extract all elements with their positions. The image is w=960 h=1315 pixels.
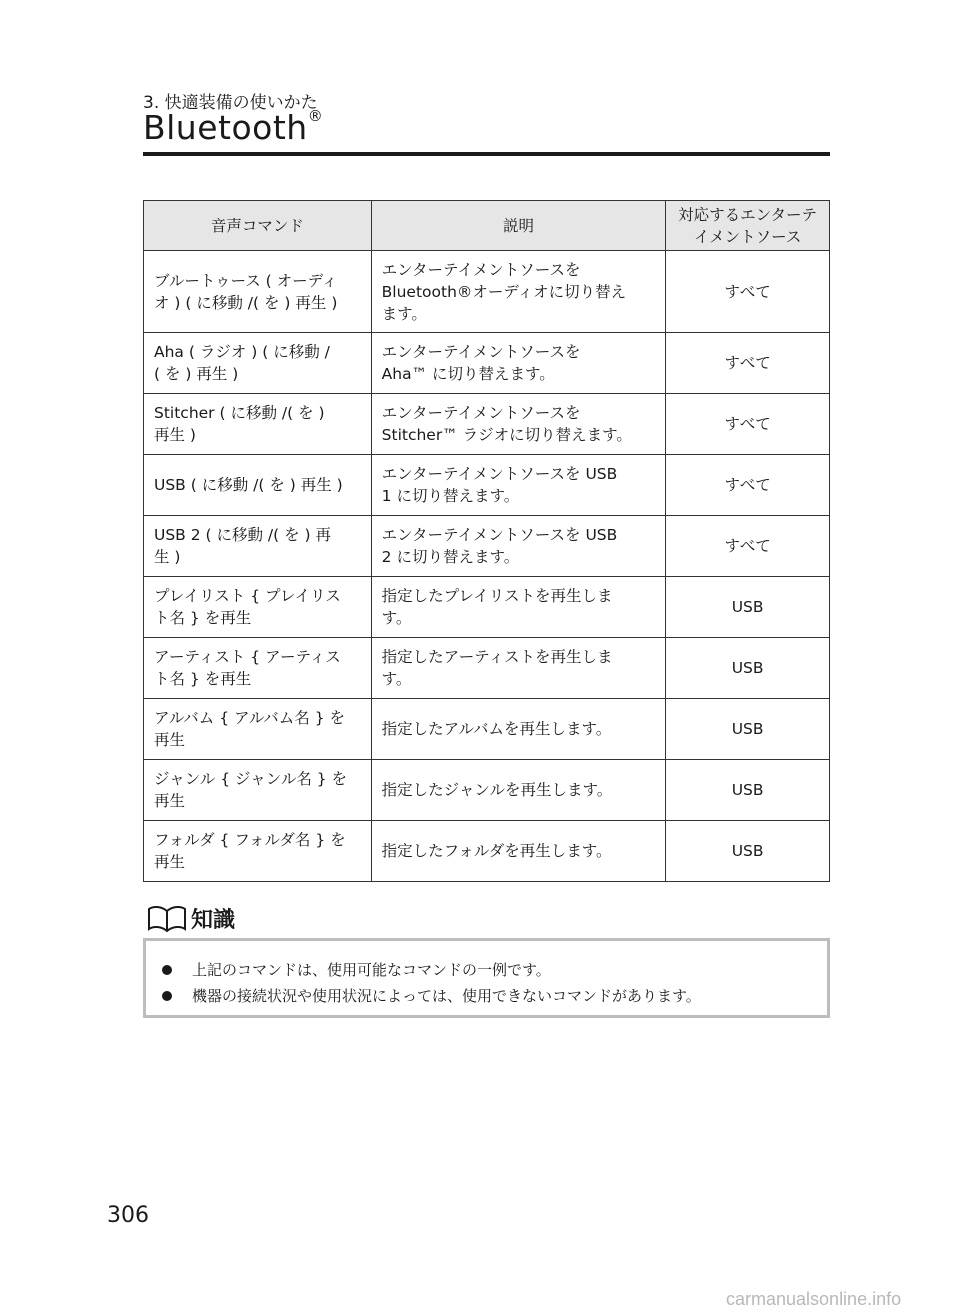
table-row xyxy=(144,455,830,516)
title-rule xyxy=(143,152,830,156)
table-body xyxy=(144,251,830,882)
table-row xyxy=(144,699,830,760)
table-row xyxy=(144,516,830,577)
source-cell: すべて xyxy=(666,516,830,577)
command-cell: フォルダ { フォルダ名 } を 再生 xyxy=(144,821,372,882)
source-cell: すべて xyxy=(666,394,830,455)
book-icon xyxy=(147,905,187,933)
source-cell: すべて xyxy=(666,251,830,333)
voice-command-table xyxy=(143,200,830,882)
command-cell: Aha ( ラジオ ) ( に移動 / ( を ) 再生 ) xyxy=(144,333,372,394)
table-row xyxy=(144,760,830,821)
table-row xyxy=(144,394,830,455)
info-box xyxy=(143,938,830,1018)
command-cell: USB 2 ( に移動 /( を ) 再 生 ) xyxy=(144,516,372,577)
table-row xyxy=(144,251,830,333)
description-cell: 指定したプレイリストを再生しま す。 xyxy=(371,577,666,638)
source-cell: USB xyxy=(666,638,830,699)
source-cell: すべて xyxy=(666,455,830,516)
info-heading xyxy=(147,903,235,934)
description-cell: エンターテイメントソースを Aha™ に切り替えます。 xyxy=(371,333,666,394)
description-cell: エンターテイメントソースを USB 2 に切り替えます。 xyxy=(371,516,666,577)
command-cell: USB ( に移動 /( を ) 再生 ) xyxy=(144,455,372,516)
header-description: 説明 xyxy=(371,201,666,251)
description-cell: エンターテイメントソースを Bluetooth®オーディオに切り替え ます。 xyxy=(371,251,666,333)
description-cell: 指定したフォルダを再生します。 xyxy=(371,821,666,882)
table-header-row xyxy=(144,201,830,251)
description-cell: 指定したジャンルを再生します。 xyxy=(371,760,666,821)
command-cell: プレイリスト { プレイリス ト名 } を再生 xyxy=(144,577,372,638)
watermark: carmanualsonline.info xyxy=(726,1289,902,1309)
command-cell: ブルートゥース ( オーディ オ ) ( に移動 /( を ) 再生 ) xyxy=(144,251,372,333)
command-cell: ジャンル { ジャンル名 } を 再生 xyxy=(144,760,372,821)
table-row xyxy=(144,638,830,699)
section-label: 3. 快適装備の使いかた xyxy=(143,93,318,113)
table-row xyxy=(144,821,830,882)
header-command: 音声コマンド xyxy=(144,201,372,251)
source-cell: USB xyxy=(666,699,830,760)
description-cell: エンターテイメントソースを USB 1 に切り替えます。 xyxy=(371,455,666,516)
description-cell: 指定したアルバムを再生します。 xyxy=(371,699,666,760)
command-cell: Stitcher ( に移動 /( を ) 再生 ) xyxy=(144,394,372,455)
source-cell: USB xyxy=(666,821,830,882)
page-title-text: Bluetooth xyxy=(143,108,308,147)
info-list xyxy=(146,941,827,1009)
command-cell: アーティスト { アーティス ト名 } を再生 xyxy=(144,638,372,699)
registered-mark: ® xyxy=(307,107,324,125)
description-cell: エンターテイメントソースを Stitcher™ ラジオに切り替えます。 xyxy=(371,394,666,455)
page-title xyxy=(143,108,323,147)
source-cell: USB xyxy=(666,577,830,638)
table-row xyxy=(144,333,830,394)
header-source: 対応するエンターテ イメントソース xyxy=(666,201,830,251)
page-number: 306 xyxy=(107,1203,149,1228)
source-cell: すべて xyxy=(666,333,830,394)
info-title: 知識 xyxy=(191,908,236,933)
command-cell: アルバム { アルバム名 } を 再生 xyxy=(144,699,372,760)
source-cell: USB xyxy=(666,760,830,821)
info-item: 機器の接続状況や使用状況によっては、使用できないコマンドがあります。 xyxy=(162,983,827,1009)
description-cell: 指定したアーティストを再生しま す。 xyxy=(371,638,666,699)
info-item: 上記のコマンドは、使用可能なコマンドの一例です。 xyxy=(162,957,827,983)
table-row xyxy=(144,577,830,638)
